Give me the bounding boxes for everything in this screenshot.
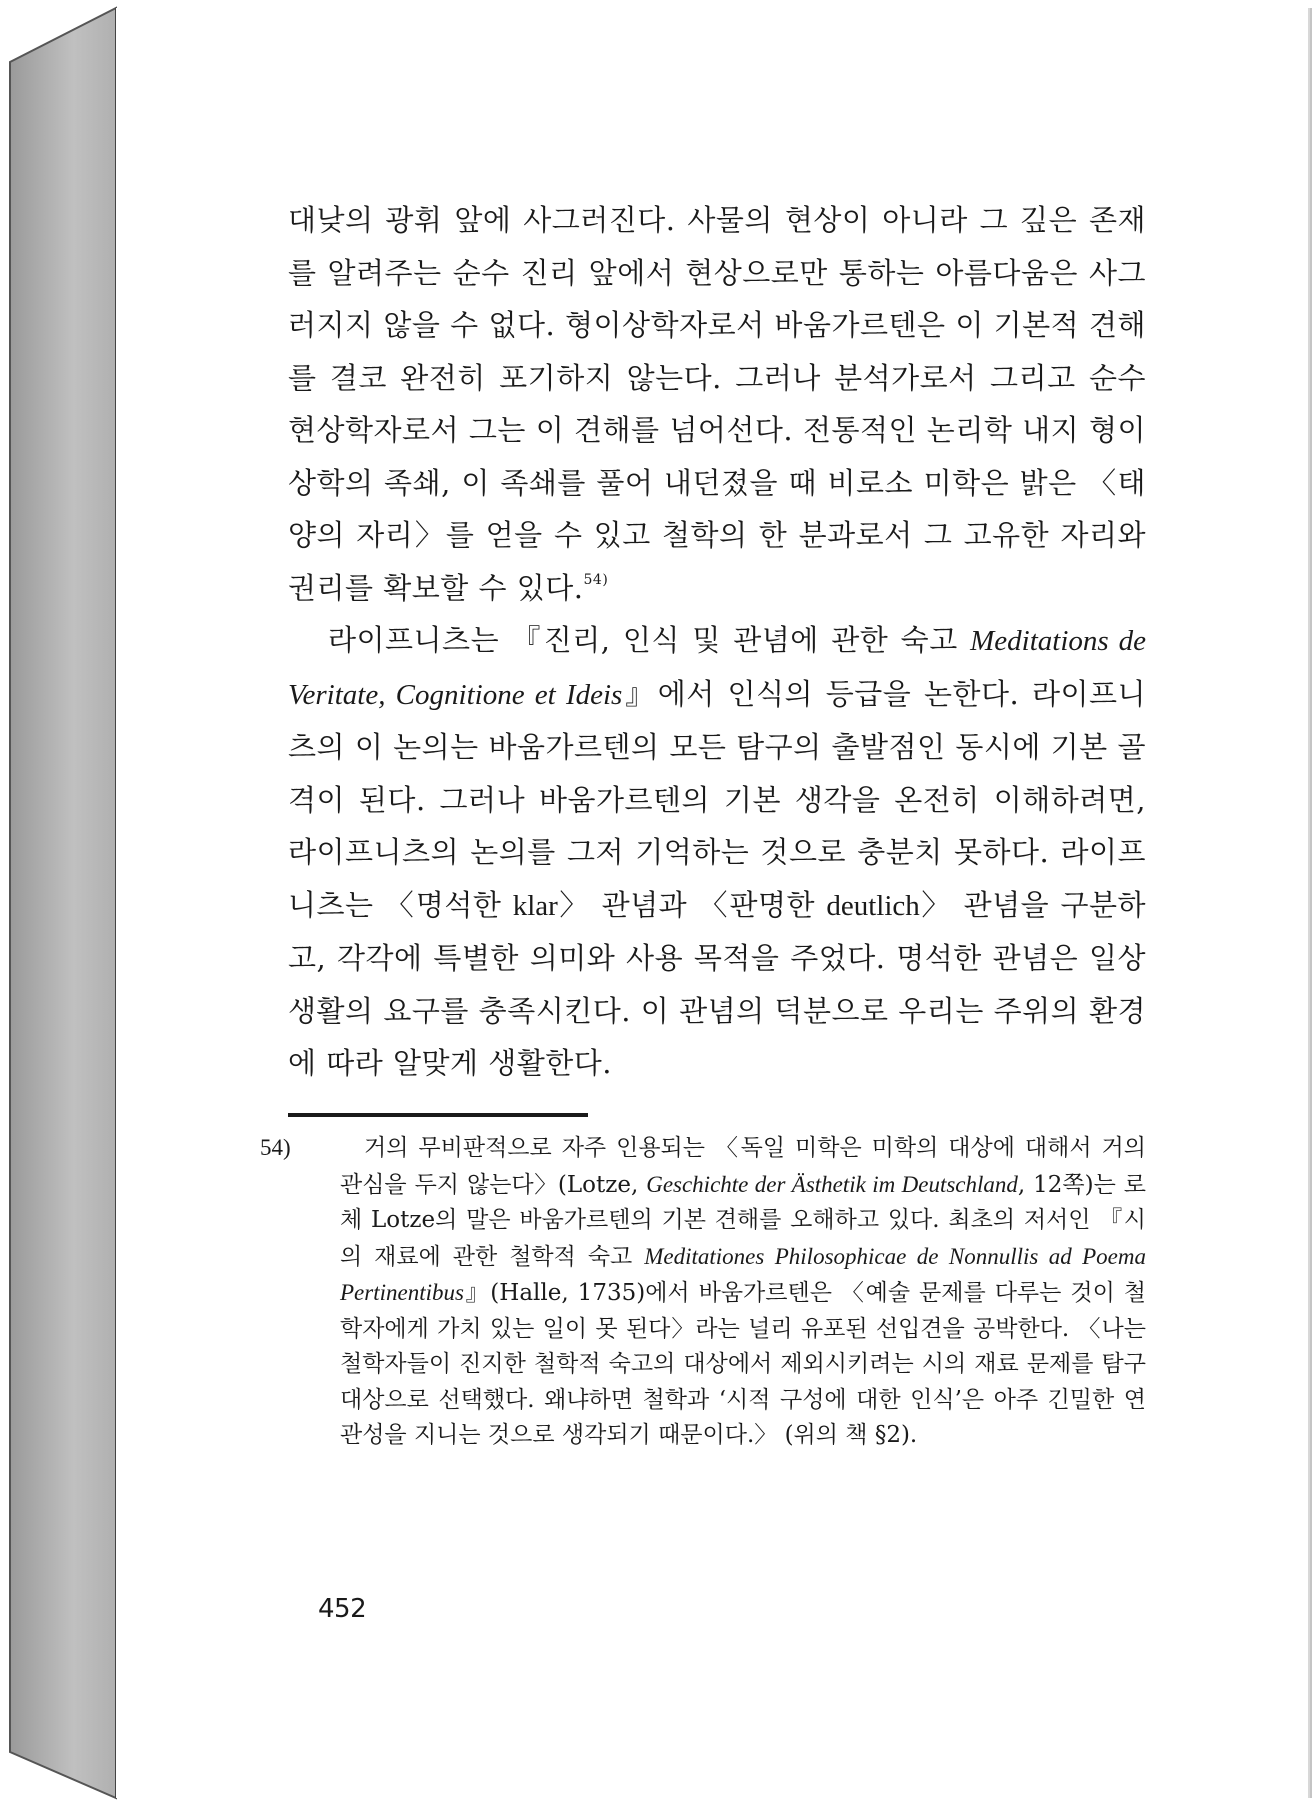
paragraph-2-text-c: 〉 관념과 〈판명한 [557, 887, 827, 922]
footnote-book-title-2: Meditationes Philosophicae de Nonnullis ad Poema Pertinentibus [340, 1243, 1146, 1305]
paragraph-2-text-d: 〉 관념을 구분하고, 각각에 특별한 의미와 사용 목적을 주었다. 명석한 관념은 일상생활의 요구를 충족시킨다. 이 관념의 덕분으로 우리는 주위의 환경에 따라 알맞게 생활한다. [288, 887, 1146, 1080]
term-deutlich: deutlich [826, 889, 920, 922]
paragraph-1 [288, 194, 1146, 614]
page-number: 452 [318, 1594, 367, 1624]
body-text [288, 194, 1146, 1090]
latin-title: Meditations de Veritate, Cognitione et Ideis [288, 625, 1146, 711]
footnote-divider [288, 1113, 588, 1117]
term-klar: klar [512, 889, 558, 922]
paragraph-2-text-b: 』에서 인식의 등급을 논한다. 라이프니츠의 이 논의는 바움가르텐의 모든 탐구의 출발점인 동시에 기본 골격이 된다. 그러나 바움가르텐의 기본 생각을 온전히 이해하려면, 라이프니츠의 논의를 그저 기억하는 것으로 충분치 못하다. 라이프니츠는 〈명석한 [288, 676, 1146, 922]
footnote-number: 54) [260, 1135, 291, 1160]
footnote-reference: 54) [583, 571, 609, 588]
footnote-text-a: 거의 무비판적으로 자주 인용되는 〈독일 미학은 미학의 대상에 대해서 거의 관심을 두지 않는다〉(Lotze, [340, 1135, 1146, 1198]
footnote-book-title-1: Geschichte der Ästhetik im Deutschland [646, 1171, 1018, 1197]
paragraph-1-text: 대낮의 광휘 앞에 사그러진다. 사물의 현상이 아니라 그 깊은 존재를 알려주는 순수 진리 앞에서 현상으로만 통하는 아름다움은 사그러지지 않을 수 없다. 형이상학자로서 바움가르텐은 이 기본적 견해를 결코 완전히 포기하지 않는다. 그러나 분석가로서 그리고 순수 현상학자로서 그는 이 견해를 넘어선다. 전통적인 논리학 내지 형이상학의 족쇄, 이 족쇄를 풀어 내던졌을 때 비로소 미학은 밝은 〈태양의 자리〉를 얻을 수 있고 철학의 한 분과로서 그 고유한 자리와 권리를 확보할 수 있다. [288, 203, 1146, 605]
footnote-54 [260, 1130, 1146, 1454]
footnote-text-c: 』(Halle, 1735)에서 바움가르텐은 〈예술 문제를 다루는 것이 철학자에게 가치 있는 일이 못 된다〉라는 널리 유포된 선입견을 공박한다. 〈나는 철학자들이 진지한 철학적 숙고의 대상에서 제외시키려는 시의 재료 문제를 탐구 대상으로 선택했다. 왜냐하면 철학과 ‘시적 구성에 대한 인식’은 아주 긴밀한 연관성을 지니는 것으로 생각되기 때문이다.〉 (위의 책 §2). [340, 1280, 1146, 1448]
paragraph-2-text-a: 라이프니츠는 『진리, 인식 및 관념에 관한 숙고 [328, 623, 971, 657]
footnote [260, 1130, 1146, 1454]
paragraph-2 [288, 614, 1146, 1090]
footnote-text-b: , 12쪽)는 로체 Lotze의 말은 바움가르텐의 기본 견해를 오해하고 있다. 최초의 저서인 『시의 재료에 관한 철학적 숙고 [340, 1171, 1146, 1270]
